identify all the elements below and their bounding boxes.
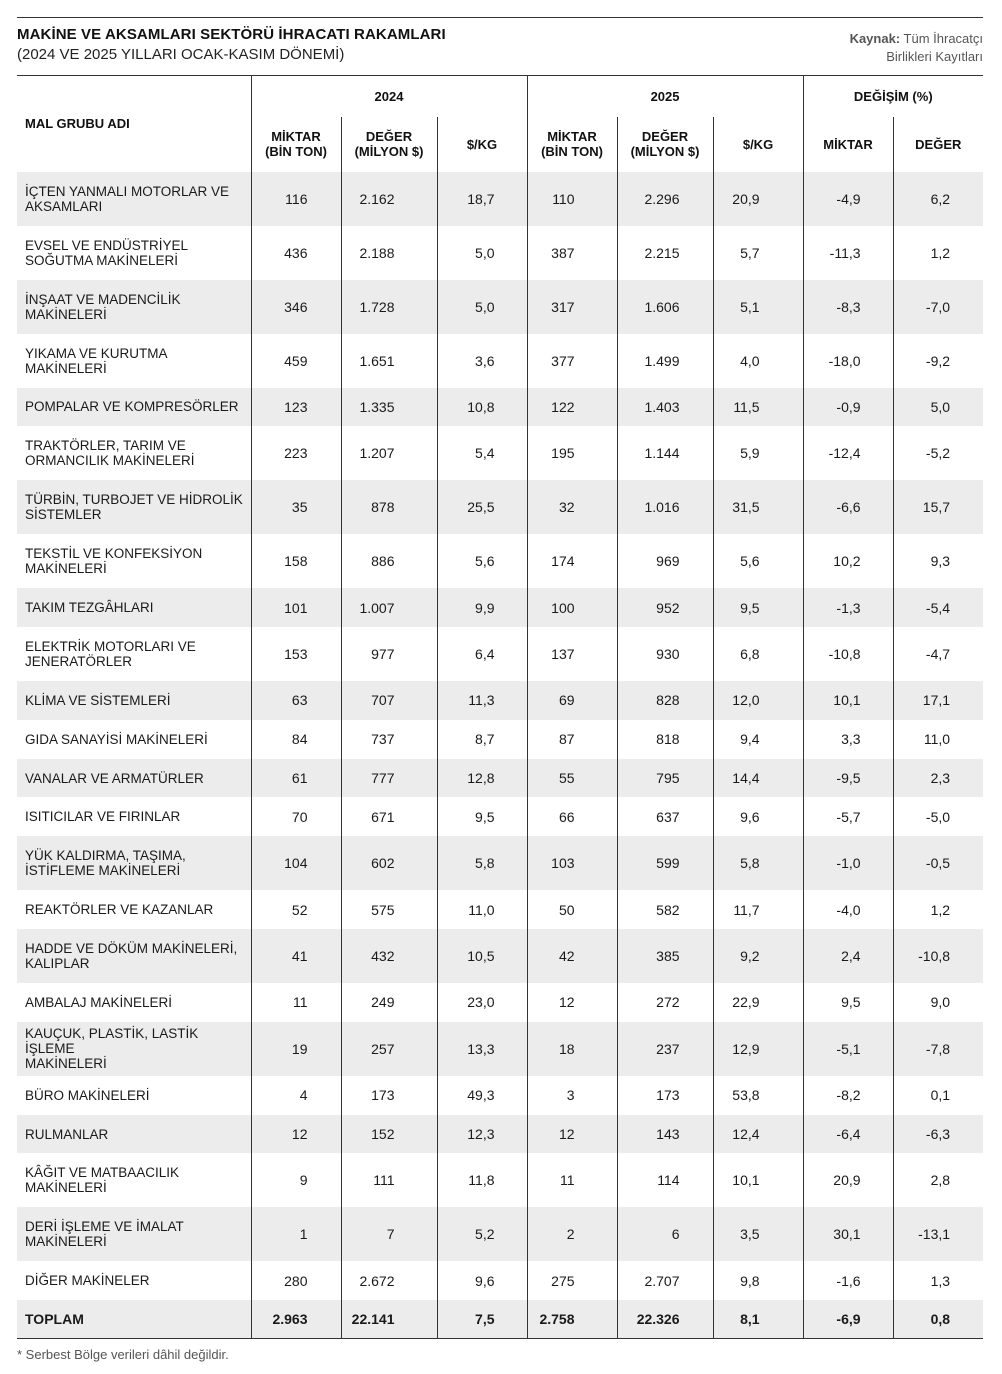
cell-cd: -5,0	[893, 797, 983, 836]
cell-cm: 30,1	[803, 1207, 893, 1261]
top-rule	[17, 17, 983, 18]
footnote: * Serbest Bölge verileri dâhil değildir.	[17, 1347, 229, 1362]
row-name: RULMANLAR	[17, 1115, 251, 1154]
cell-m24: 35	[251, 480, 341, 534]
row-name: BÜRO MAKİNELERİ	[17, 1076, 251, 1115]
table-row	[17, 797, 983, 836]
total-d24: 22.141	[341, 1300, 437, 1338]
group-header-change: DEĞİŞİM (%)	[803, 76, 983, 117]
cell-cm: -0,9	[803, 388, 893, 427]
cell-cm: 3,3	[803, 720, 893, 759]
source-label: Kaynak:	[849, 31, 901, 46]
title-block	[17, 26, 446, 63]
cell-cm: -8,3	[803, 280, 893, 334]
cell-m25: 377	[527, 334, 617, 388]
cell-d25: 2.215	[617, 226, 713, 280]
cell-m24: 4	[251, 1076, 341, 1115]
cell-cm: -4,0	[803, 890, 893, 929]
cell-d25: 599	[617, 836, 713, 890]
cell-k25: 22,9	[713, 983, 803, 1022]
cell-cm: -8,2	[803, 1076, 893, 1115]
cell-k24: 10,5	[437, 929, 527, 983]
total-m25: 2.758	[527, 1300, 617, 1338]
cell-d24: 257	[341, 1022, 437, 1076]
cell-cm: -18,0	[803, 334, 893, 388]
cell-m25: 3	[527, 1076, 617, 1115]
cell-cd: -5,2	[893, 426, 983, 480]
table-row	[17, 759, 983, 798]
cell-m24: 84	[251, 720, 341, 759]
cell-k25: 9,6	[713, 797, 803, 836]
cell-d25: 1.499	[617, 334, 713, 388]
cell-k24: 8,7	[437, 720, 527, 759]
cell-cd: 0,1	[893, 1076, 983, 1115]
cell-cd: 6,2	[893, 172, 983, 226]
table-row	[17, 1022, 983, 1076]
row-name: YÜK KALDIRMA, TAŞIMA, İSTİFLEME MAKİNELERİ	[17, 836, 251, 890]
cell-d24: 173	[341, 1076, 437, 1115]
cell-m25: 11	[527, 1153, 617, 1207]
cell-k24: 9,9	[437, 588, 527, 627]
cell-m25: 137	[527, 627, 617, 681]
cell-cm: 10,1	[803, 681, 893, 720]
cell-cd: 9,3	[893, 534, 983, 588]
cell-m25: 195	[527, 426, 617, 480]
group-header-2024: 2024	[251, 76, 527, 117]
cell-d25: 237	[617, 1022, 713, 1076]
cell-k24: 3,6	[437, 334, 527, 388]
cell-d24: 1.335	[341, 388, 437, 427]
cell-k24: 12,8	[437, 759, 527, 798]
cell-m24: 459	[251, 334, 341, 388]
table-row	[17, 588, 983, 627]
cell-cm: 10,2	[803, 534, 893, 588]
cell-d24: 111	[341, 1153, 437, 1207]
cell-d24: 878	[341, 480, 437, 534]
cell-cd: 5,0	[893, 388, 983, 427]
cell-m24: 63	[251, 681, 341, 720]
header-change-deger: DEĞER	[893, 117, 983, 172]
cell-cd: -0,5	[893, 836, 983, 890]
cell-d24: 737	[341, 720, 437, 759]
row-name: POMPALAR VE KOMPRESÖRLER	[17, 388, 251, 427]
cell-cm: 9,5	[803, 983, 893, 1022]
header-deger-2024: DEĞER (MİLYON $)	[341, 117, 437, 172]
table-row	[17, 226, 983, 280]
row-name: GIDA SANAYİSİ MAKİNELERİ	[17, 720, 251, 759]
header-deger-2025: DEĞER (MİLYON $)	[617, 117, 713, 172]
table-row	[17, 720, 983, 759]
cell-cm: -1,0	[803, 836, 893, 890]
table-row	[17, 388, 983, 427]
table-row	[17, 890, 983, 929]
cell-cd: 1,3	[893, 1261, 983, 1300]
table-row	[17, 334, 983, 388]
row-name: EVSEL VE ENDÜSTRİYEL SOĞUTMA MAKİNELERİ	[17, 226, 251, 280]
cell-m25: 55	[527, 759, 617, 798]
page-title: MAKİNE VE AKSAMLARI SEKTÖRÜ İHRACATI RAKAMLARI	[17, 26, 446, 43]
cell-k25: 9,4	[713, 720, 803, 759]
cell-k25: 12,9	[713, 1022, 803, 1076]
cell-k24: 6,4	[437, 627, 527, 681]
cell-k24: 5,0	[437, 226, 527, 280]
cell-d25: 828	[617, 681, 713, 720]
cell-k24: 23,0	[437, 983, 527, 1022]
export-table	[17, 75, 983, 1339]
cell-m25: 387	[527, 226, 617, 280]
cell-cd: -9,2	[893, 334, 983, 388]
cell-k24: 11,3	[437, 681, 527, 720]
header-miktar-2024: MİKTAR (BİN TON)	[251, 117, 341, 172]
row-name: İNŞAAT VE MADENCİLİK MAKİNELERİ	[17, 280, 251, 334]
cell-cd: -5,4	[893, 588, 983, 627]
row-name: YIKAMA VE KURUTMA MAKİNELERİ	[17, 334, 251, 388]
cell-d24: 602	[341, 836, 437, 890]
cell-k25: 6,8	[713, 627, 803, 681]
cell-m25: 174	[527, 534, 617, 588]
total-cm: -6,9	[803, 1300, 893, 1338]
cell-d24: 432	[341, 929, 437, 983]
cell-k24: 18,7	[437, 172, 527, 226]
cell-d24: 2.672	[341, 1261, 437, 1300]
cell-d25: 272	[617, 983, 713, 1022]
cell-cd: -10,8	[893, 929, 983, 983]
cell-k25: 5,9	[713, 426, 803, 480]
row-name: TÜRBİN, TURBOJET VE HİDROLİK SİSTEMLER	[17, 480, 251, 534]
total-cd: 0,8	[893, 1300, 983, 1338]
cell-d25: 1.403	[617, 388, 713, 427]
cell-d25: 114	[617, 1153, 713, 1207]
table-row	[17, 1076, 983, 1115]
cell-d25: 952	[617, 588, 713, 627]
cell-m25: 122	[527, 388, 617, 427]
cell-d24: 2.162	[341, 172, 437, 226]
cell-d25: 818	[617, 720, 713, 759]
row-name: KAUÇUK, PLASTİK, LASTİK İŞLEME MAKİNELERİ	[17, 1022, 251, 1076]
row-name: ISITICILAR VE FIRINLAR	[17, 797, 251, 836]
table-row	[17, 836, 983, 890]
table-row	[17, 534, 983, 588]
row-name: TEKSTİL VE KONFEKSİYON MAKİNELERİ	[17, 534, 251, 588]
cell-d25: 1.144	[617, 426, 713, 480]
cell-k25: 9,5	[713, 588, 803, 627]
cell-m25: 12	[527, 983, 617, 1022]
cell-d24: 7	[341, 1207, 437, 1261]
cell-cm: -11,3	[803, 226, 893, 280]
cell-cd: 1,2	[893, 890, 983, 929]
group-header-2025: 2025	[527, 76, 803, 117]
cell-cm: -4,9	[803, 172, 893, 226]
cell-k24: 11,0	[437, 890, 527, 929]
cell-cd: -6,3	[893, 1115, 983, 1154]
table-row	[17, 426, 983, 480]
total-d25: 22.326	[617, 1300, 713, 1338]
cell-d25: 6	[617, 1207, 713, 1261]
header-miktar-2025: MİKTAR (BİN TON)	[527, 117, 617, 172]
row-name: KÂĞIT VE MATBAACILIK MAKİNELERİ	[17, 1153, 251, 1207]
table-row	[17, 172, 983, 226]
table-row	[17, 929, 983, 983]
cell-k24: 25,5	[437, 480, 527, 534]
cell-d24: 777	[341, 759, 437, 798]
row-name: VANALAR VE ARMATÜRLER	[17, 759, 251, 798]
cell-cd: 2,3	[893, 759, 983, 798]
cell-k24: 10,8	[437, 388, 527, 427]
cell-k25: 3,5	[713, 1207, 803, 1261]
cell-cm: -5,7	[803, 797, 893, 836]
cell-cd: -4,7	[893, 627, 983, 681]
cell-m25: 42	[527, 929, 617, 983]
cell-d25: 2.707	[617, 1261, 713, 1300]
row-name: KLİMA VE SİSTEMLERİ	[17, 681, 251, 720]
cell-cm: 20,9	[803, 1153, 893, 1207]
cell-k25: 12,4	[713, 1115, 803, 1154]
cell-d24: 1.207	[341, 426, 437, 480]
cell-m25: 2	[527, 1207, 617, 1261]
cell-d25: 173	[617, 1076, 713, 1115]
table-row	[17, 1153, 983, 1207]
cell-cm: -1,6	[803, 1261, 893, 1300]
row-name: TAKIM TEZGÂHLARI	[17, 588, 251, 627]
cell-d24: 977	[341, 627, 437, 681]
header-kg-2024: $/KG	[437, 117, 527, 172]
cell-k25: 5,8	[713, 836, 803, 890]
table-body	[17, 172, 983, 1339]
row-name: ELEKTRİK MOTORLARI VE JENERATÖRLER	[17, 627, 251, 681]
cell-cd: 2,8	[893, 1153, 983, 1207]
name-column-header: MAL GRUBU ADI	[25, 116, 130, 132]
cell-k24: 12,3	[437, 1115, 527, 1154]
total-row	[17, 1300, 983, 1338]
cell-m25: 317	[527, 280, 617, 334]
cell-m25: 87	[527, 720, 617, 759]
cell-m25: 18	[527, 1022, 617, 1076]
cell-m24: 12	[251, 1115, 341, 1154]
cell-cd: -7,0	[893, 280, 983, 334]
cell-m24: 70	[251, 797, 341, 836]
table-row	[17, 480, 983, 534]
total-k25: 8,1	[713, 1300, 803, 1338]
cell-d25: 2.296	[617, 172, 713, 226]
cell-cm: 2,4	[803, 929, 893, 983]
cell-cd: 1,2	[893, 226, 983, 280]
cell-d24: 671	[341, 797, 437, 836]
table-row	[17, 627, 983, 681]
cell-cm: -6,4	[803, 1115, 893, 1154]
total-k24: 7,5	[437, 1300, 527, 1338]
cell-m24: 1	[251, 1207, 341, 1261]
cell-k25: 31,5	[713, 480, 803, 534]
cell-d25: 1.016	[617, 480, 713, 534]
table-row	[17, 1261, 983, 1300]
cell-m24: 280	[251, 1261, 341, 1300]
cell-cm: -1,3	[803, 588, 893, 627]
cell-k25: 12,0	[713, 681, 803, 720]
cell-d24: 1.728	[341, 280, 437, 334]
cell-cd: -7,8	[893, 1022, 983, 1076]
header-change-miktar: MİKTAR	[803, 117, 893, 172]
cell-d25: 143	[617, 1115, 713, 1154]
cell-k25: 20,9	[713, 172, 803, 226]
cell-m24: 116	[251, 172, 341, 226]
row-name: TRAKTÖRLER, TARIM VE ORMANCILIK MAKİNELERİ	[17, 426, 251, 480]
cell-k25: 11,5	[713, 388, 803, 427]
cell-k25: 10,1	[713, 1153, 803, 1207]
cell-cm: -10,8	[803, 627, 893, 681]
cell-d25: 1.606	[617, 280, 713, 334]
cell-d24: 1.651	[341, 334, 437, 388]
row-name: AMBALAJ MAKİNELERİ	[17, 983, 251, 1022]
page-subtitle: (2024 VE 2025 YILLARI OCAK-KASIM DÖNEMİ)	[17, 46, 345, 63]
cell-d25: 637	[617, 797, 713, 836]
cell-k24: 49,3	[437, 1076, 527, 1115]
cell-d24: 575	[341, 890, 437, 929]
cell-cd: 17,1	[893, 681, 983, 720]
cell-m25: 103	[527, 836, 617, 890]
cell-k25: 11,7	[713, 890, 803, 929]
cell-m25: 12	[527, 1115, 617, 1154]
cell-cd: -13,1	[893, 1207, 983, 1261]
cell-d24: 1.007	[341, 588, 437, 627]
cell-cm: -6,6	[803, 480, 893, 534]
cell-m25: 110	[527, 172, 617, 226]
cell-m24: 223	[251, 426, 341, 480]
cell-cm: -5,1	[803, 1022, 893, 1076]
cell-k24: 5,2	[437, 1207, 527, 1261]
cell-k24: 5,4	[437, 426, 527, 480]
cell-k25: 5,7	[713, 226, 803, 280]
cell-k25: 53,8	[713, 1076, 803, 1115]
cell-k24: 11,8	[437, 1153, 527, 1207]
cell-m24: 61	[251, 759, 341, 798]
row-name: REAKTÖRLER VE KAZANLAR	[17, 890, 251, 929]
cell-m24: 346	[251, 280, 341, 334]
cell-k25: 5,6	[713, 534, 803, 588]
cell-k25: 9,2	[713, 929, 803, 983]
cell-cm: -9,5	[803, 759, 893, 798]
total-m24: 2.963	[251, 1300, 341, 1338]
cell-d24: 2.188	[341, 226, 437, 280]
header-kg-2025: $/KG	[713, 117, 803, 172]
cell-k24: 9,6	[437, 1261, 527, 1300]
cell-k24: 13,3	[437, 1022, 527, 1076]
cell-m24: 41	[251, 929, 341, 983]
row-name: HADDE VE DÖKÜM MAKİNELERİ, KALIPLAR	[17, 929, 251, 983]
cell-k25: 5,1	[713, 280, 803, 334]
cell-m24: 123	[251, 388, 341, 427]
table-row	[17, 681, 983, 720]
cell-m24: 153	[251, 627, 341, 681]
cell-d24: 152	[341, 1115, 437, 1154]
cell-cd: 9,0	[893, 983, 983, 1022]
cell-m24: 158	[251, 534, 341, 588]
source-line2: Birlikleri Kayıtları	[886, 49, 983, 64]
cell-cd: 11,0	[893, 720, 983, 759]
cell-cm: -12,4	[803, 426, 893, 480]
cell-k25: 4,0	[713, 334, 803, 388]
cell-m24: 52	[251, 890, 341, 929]
table-row	[17, 1115, 983, 1154]
cell-m24: 101	[251, 588, 341, 627]
cell-k24: 5,8	[437, 836, 527, 890]
row-name: İÇTEN YANMALI MOTORLAR VE AKSAMLARI	[17, 172, 251, 226]
cell-cd: 15,7	[893, 480, 983, 534]
source-note	[850, 30, 983, 66]
cell-m24: 436	[251, 226, 341, 280]
row-name: DİĞER MAKİNELER	[17, 1261, 251, 1300]
row-name: DERİ İŞLEME VE İMALAT MAKİNELERİ	[17, 1207, 251, 1261]
cell-k25: 9,8	[713, 1261, 803, 1300]
cell-m25: 50	[527, 890, 617, 929]
table-row	[17, 280, 983, 334]
table-row	[17, 983, 983, 1022]
cell-m25: 66	[527, 797, 617, 836]
cell-m24: 9	[251, 1153, 341, 1207]
cell-d24: 249	[341, 983, 437, 1022]
total-label: TOPLAM	[17, 1300, 251, 1338]
cell-d25: 795	[617, 759, 713, 798]
cell-d25: 582	[617, 890, 713, 929]
cell-m24: 19	[251, 1022, 341, 1076]
cell-m24: 11	[251, 983, 341, 1022]
source-line1: Tüm İhracatçı	[903, 31, 983, 46]
cell-k24: 9,5	[437, 797, 527, 836]
table-row	[17, 1207, 983, 1261]
cell-m24: 104	[251, 836, 341, 890]
cell-d25: 969	[617, 534, 713, 588]
cell-k24: 5,6	[437, 534, 527, 588]
cell-d25: 385	[617, 929, 713, 983]
cell-d24: 886	[341, 534, 437, 588]
cell-m25: 100	[527, 588, 617, 627]
cell-m25: 32	[527, 480, 617, 534]
cell-m25: 275	[527, 1261, 617, 1300]
cell-k25: 14,4	[713, 759, 803, 798]
cell-d24: 707	[341, 681, 437, 720]
cell-m25: 69	[527, 681, 617, 720]
cell-d25: 930	[617, 627, 713, 681]
table-head	[17, 76, 983, 172]
cell-k24: 5,0	[437, 280, 527, 334]
